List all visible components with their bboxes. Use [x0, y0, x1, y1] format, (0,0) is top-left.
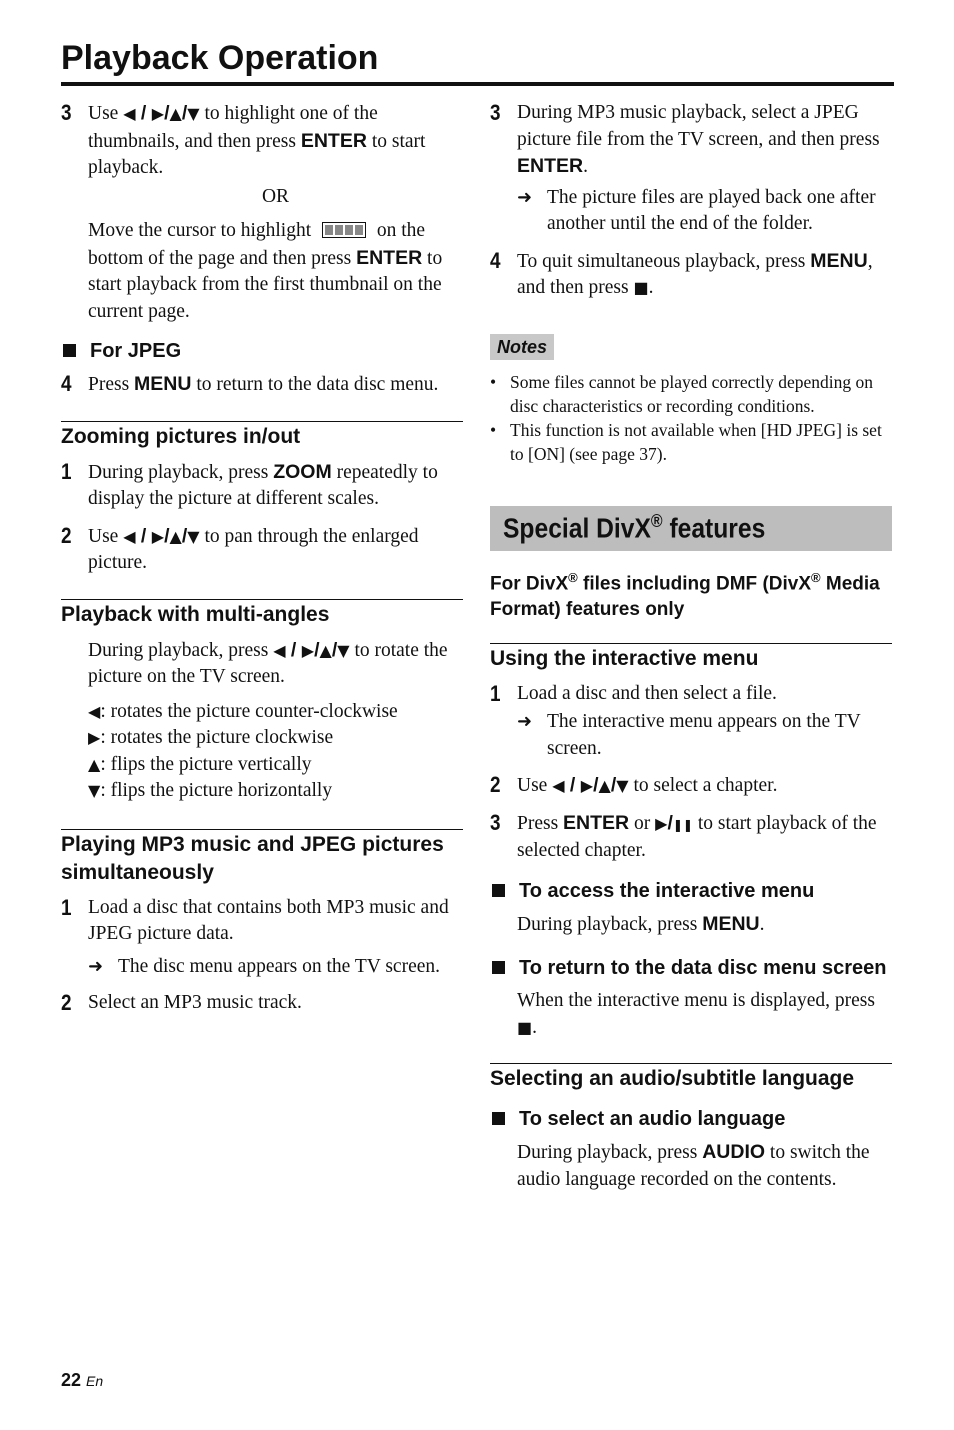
or-separator: OR [261, 185, 290, 207]
list-item: ▲: flips the picture vertically [88, 753, 312, 775]
mp3-result: ➜ The disc menu appears on the TV screen. [61, 954, 463, 981]
interactive-step-2: 2 Use ◀ / ▶/▲/▼ to select a chapter. [490, 772, 778, 798]
stop-icon: ■ [517, 1017, 533, 1037]
list-item: • Some files cannot be played correctly depending on disc characteristics or recording conditions. [490, 371, 874, 416]
interactive-step-3: 3 Press ENTER or ▶/❚❚ to start playback of the selected chapter. [490, 809, 877, 862]
title-rule [61, 82, 894, 86]
mp3-step-2: 2 Select an MP3 music track. [61, 990, 302, 1015]
mp3-step-1: 1 Load a disc that contains both MP3 music and JPEG picture data. [61, 894, 449, 944]
arrow-icon: ➜ [517, 186, 533, 208]
access-menu-heading: To access the interactive menu [490, 877, 892, 905]
arrow-icon: ➜ [517, 711, 533, 733]
page-number: 22 [61, 1370, 82, 1390]
page-footer [61, 1370, 103, 1391]
enter-key: ENTER [300, 129, 367, 152]
access-menu-text: During playback, press MENU. [517, 912, 765, 935]
right-column [490, 100, 892, 1193]
pause-icon: ❚❚ [672, 817, 693, 832]
left-column [61, 100, 463, 1027]
step-number: 3 [61, 100, 72, 125]
for-jpeg-heading: For JPEG [61, 337, 463, 365]
square-bullet-icon [492, 1112, 505, 1125]
interactive-result: ➜ The interactive menu appears on the TV screen. [490, 709, 892, 762]
notes-list [490, 370, 892, 466]
step-4-jpeg: 4 Press MENU to return to the data disc menu. [61, 371, 439, 396]
step-4-quit: 4 To quit simultaneous playback, press MENU, and then press ■. [490, 247, 873, 298]
thumbnail-bar-icon [322, 222, 366, 238]
notes-label: Notes [490, 334, 554, 360]
divx-section-heading: Special DivX® features [490, 506, 892, 551]
step-3-thumbnails: 3 Use ◀ / ▶/▲/▼ to highlight one of the thumbnails, and then press ENTER to start playback. OR Move the cursor to highlight on the bottom of the page and then press ENTER to start playback from the first thumbnail on the current page. [61, 100, 463, 325]
stop-icon: ■ [633, 278, 649, 297]
rotation-list [61, 699, 463, 805]
zoom-key: ZOOM [273, 460, 332, 483]
right-icon: ▶ [151, 104, 165, 123]
divx-lead: For DivX® files including DMF (DivX® Media Format) features only [490, 569, 880, 620]
interactive-menu-heading: Using the interactive menu [490, 643, 892, 673]
return-menu-heading: To return to the data disc menu screen [490, 954, 892, 982]
play-icon: ▶ [655, 813, 668, 833]
list-item: • This function is not available when [HD JPEG] is set to [ON] (see page 37). [490, 419, 882, 464]
list-item: ◀: rotates the picture counter-clockwise [88, 700, 398, 722]
mp3-jpeg-heading: Playing MP3 music and JPEG pictures simultaneously [61, 829, 463, 887]
audio-subtitle-heading: Selecting an audio/subtitle language [490, 1063, 892, 1093]
square-bullet-icon [492, 961, 505, 974]
up-icon: ▲ [169, 104, 182, 123]
square-bullet-icon [492, 884, 505, 897]
audio-language-heading: To select an audio language [490, 1105, 892, 1133]
multi-angles-text: During playback, press ◀ / ▶/▲/▼ to rotate the picture on the TV screen. [88, 638, 448, 687]
zoom-step-1: 1 During playback, press ZOOM repeatedly to display the picture at different scales. [61, 458, 438, 509]
language-code: En [86, 1373, 104, 1389]
return-menu-text: When the interactive menu is displayed, press ■. [517, 990, 875, 1038]
zooming-heading: Zooming pictures in/out [61, 421, 463, 451]
list-item: ▼: flips the picture horizontally [88, 780, 333, 801]
list-item: ▶: rotates the picture clockwise [88, 727, 334, 748]
interactive-step-1: 1 Load a disc and then select a file. [490, 680, 777, 706]
arrow-icon: ➜ [88, 955, 104, 977]
audio-language-text: During playback, press AUDIO to switch the audio language recorded on the contents. [517, 1141, 870, 1190]
left-icon: ◀ [123, 104, 136, 123]
zoom-step-2: 2 Use ◀ / ▶/▲/▼ to pan through the enlarged picture. [61, 522, 419, 573]
menu-key: MENU [134, 373, 192, 395]
page-title: Playback Operation [61, 39, 379, 77]
down-icon: ▼ [187, 104, 200, 123]
step-3-mp3-jpeg: 3 During MP3 music playback, select a JPEG picture file from the TV screen, and then press ENTER. [490, 100, 880, 177]
square-bullet-icon [63, 344, 76, 357]
audio-key: AUDIO [702, 1141, 766, 1164]
step-3-result: ➜ The picture files are played back one after another until the end of the folder. [490, 185, 892, 238]
multi-angles-heading: Playback with multi-angles [61, 599, 463, 629]
